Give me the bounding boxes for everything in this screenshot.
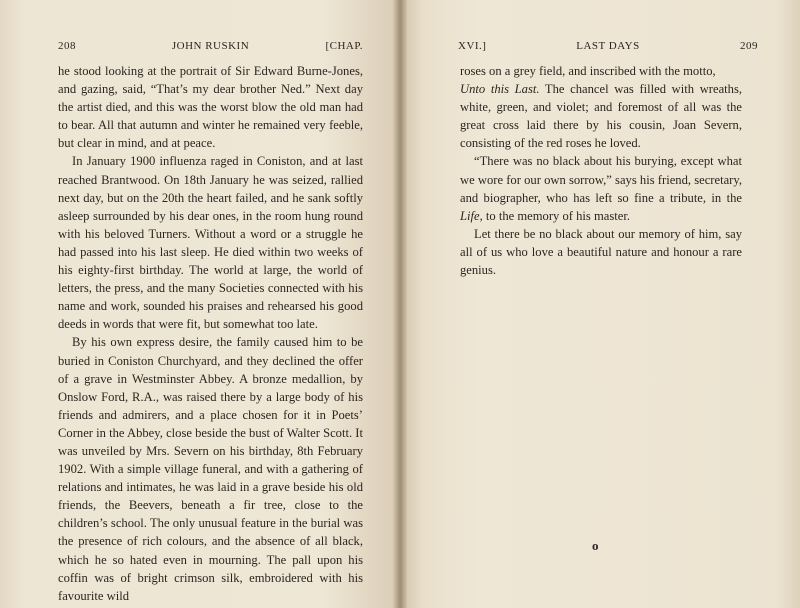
left-page-header <box>58 40 363 58</box>
paragraph <box>460 152 742 224</box>
paragraph: Let there be no black about our memory of him, say all of us who love a beautiful nature and honour a rare genius. <box>460 226 742 278</box>
paragraph: In January 1900 influenza raged in Coniston, and at last reached Brantwood. On 18th January he was seized, rallied next day, but on the 20th the heart failed, and he sank softly asleep surrounded by his dear ones, in the room hung round with his beloved Turners. Without a word or a struggle he had passed into his last sleep. He died within two weeks of his eighty-first birthday. The world at large, the world of letters, the press, and the many Societies connected with his name and work, sounded his praises and rehearsed his good deeds in words that were fit, but somewhat too late. <box>58 154 363 332</box>
right-chapter-label: XVI.] <box>458 40 487 52</box>
paragraph-text: roses on a grey field, and inscribed with the motto, <box>460 64 716 78</box>
left-page-number: 208 <box>58 40 76 52</box>
paragraph-text: The chancel was filled with wreaths, white, green, and violet; and foremost of all was the great cross laid there by his cousin, Joan Severn, consisting of the red roses he loved. <box>460 82 743 151</box>
right-page-number: 209 <box>740 40 758 52</box>
left-chapter-label: [CHAP. <box>325 40 363 52</box>
paragraph-text: “There was no black about his burying, except what we wore for our own sorrow,” says his friend, secretary, and biographer, who has left so fine a tribute, in the <box>460 154 742 205</box>
right-page-body <box>460 62 742 279</box>
paragraph: By his own express desire, the family caused him to be buried in Coniston Churchyard, and they declined the offer of a grave in Westminster Abbey. A bronze medallion, by Onslow Ford, R.A., was raised there by a large body of his friends and admirers, and a place chosen for it in Poets’ Corner in the Abbey, close beside the bust of Walter Scott. It was unveiled by Mrs. Severn on his birthday, 8th February 1902. With a simple village funeral, and with a gathering of relations and intimates, he was laid in a grave beside his old friends, the Beevers, beneath a fir tree, close to the children’s school. The only unusual feature in the burial was the presence of rich colours, and the absence of all black, which he so hated even in mourning. The pall upon his coffin was of bright crimson silk, embroidered with his favourite wild <box>58 335 363 603</box>
motto-italic: Unto this Last. <box>460 82 540 97</box>
life-italic: Life, <box>460 208 483 223</box>
left-running-title: JOHN RUSKIN <box>171 40 250 52</box>
signature-mark: o <box>592 538 599 553</box>
left-page-body <box>58 62 363 605</box>
paragraph-text: to the memory of his master. <box>482 208 631 223</box>
paragraph <box>460 62 742 152</box>
book-gutter <box>393 0 407 608</box>
paragraph: he stood looking at the portrait of Sir Edward Burne-Jones, and gazing, said, “That’s my dear brother Ned.” Next day the artist died, and this was the worst blow the old man had to bear. All that autumn and winter he remained very feeble, but clear in mind, and at peace. <box>58 64 363 151</box>
right-page-header <box>458 40 758 58</box>
right-running-title: LAST DAYS <box>576 40 640 52</box>
